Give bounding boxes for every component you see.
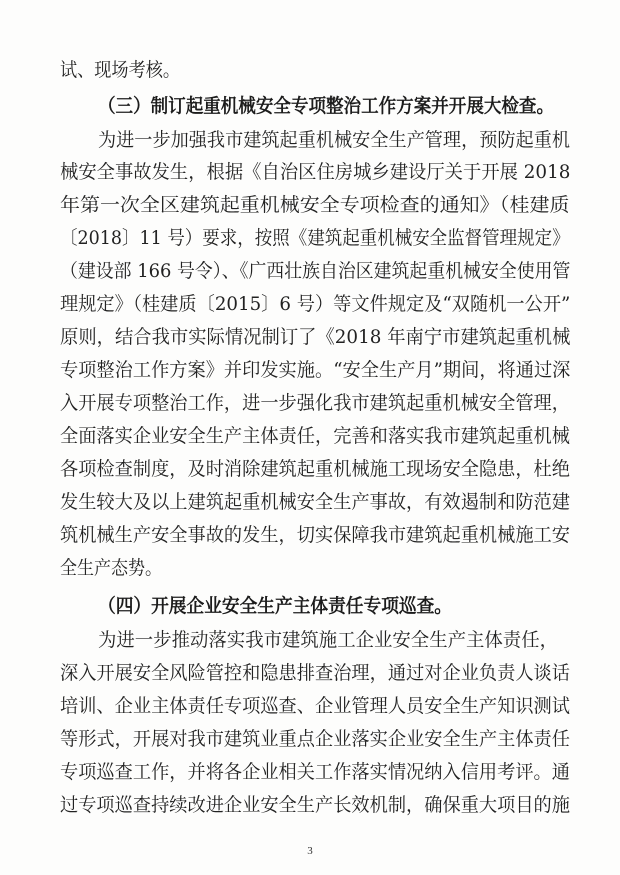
body-line: 为进一步加强我市建筑起重机械安全生产管理，预防起重机 [98,129,571,151]
page-number: 3 [307,845,313,857]
body-line: （建设部 166 号令）、《广西壮族自治区建筑起重机械安全使用管 [60,260,571,282]
body-line: 年第一次全区建筑起重机械安全专项检查的通知》（桂建质 [60,194,570,216]
body-line: 专项整治工作方案》并印发实施。“安全生产月”期间，将通过深 [60,359,571,381]
body-line: 全面落实企业安全生产主体责任，完善和落实我市建筑起重机械 [60,425,570,447]
body-line: 原则，结合我市实际情况制订了《2018 年南宁市建筑起重机械 [60,326,571,348]
body-line: 全生产态势。 [60,557,163,579]
body-line: 深入开展安全风险管控和隐患排查治理，通过对企业负责人谈话 [60,662,570,684]
body-line: 理规定》（桂建质〔2015〕6 号）等文件规定及“双随机一公开” [60,293,571,315]
body-line: 发生较大及以上建筑起重机械安全生产事故，有效遏制和防范建 [60,491,570,513]
section-heading-four: （四）开展企业安全生产主体责任专项巡查。 [98,595,453,617]
body-line: 为进一步推动落实我市建筑施工企业安全生产主体责任， [98,629,559,651]
body-line: 筑机械生产安全事故的发生，切实保障我市建筑起重机械施工安 [60,524,570,546]
body-line: 专项巡查工作，并将各企业相关工作落实情况纳入信用考评。通 [60,761,570,783]
body-line: 入开展专项整治工作，进一步强化我市建筑起重机械安全管理， [60,392,570,414]
body-line: 〔2018〕11 号）要求，按照《建筑起重机械安全监督管理规定》 [60,227,570,249]
body-line: 械安全事故发生，根据《自治区住房城乡建设厅关于开展 2018 [60,161,571,183]
body-line: 等形式，开展对我市建筑业重点企业落实企业安全生产主体责任 [60,728,570,750]
body-line: 过专项巡查持续改进企业安全生产长效机制，确保重大项目的施 [60,794,570,816]
body-line: 各项检查制度，及时消除建筑起重机械施工现场安全隐患，杜绝 [60,458,570,480]
body-line: 试、现场考核。 [60,59,181,81]
body-line: 培训、企业主体责任专项巡查、企业管理人员安全生产知识测试 [60,695,570,717]
section-heading-three: （三）制订起重机械安全专项整治工作方案并开展大检查。 [98,95,555,117]
